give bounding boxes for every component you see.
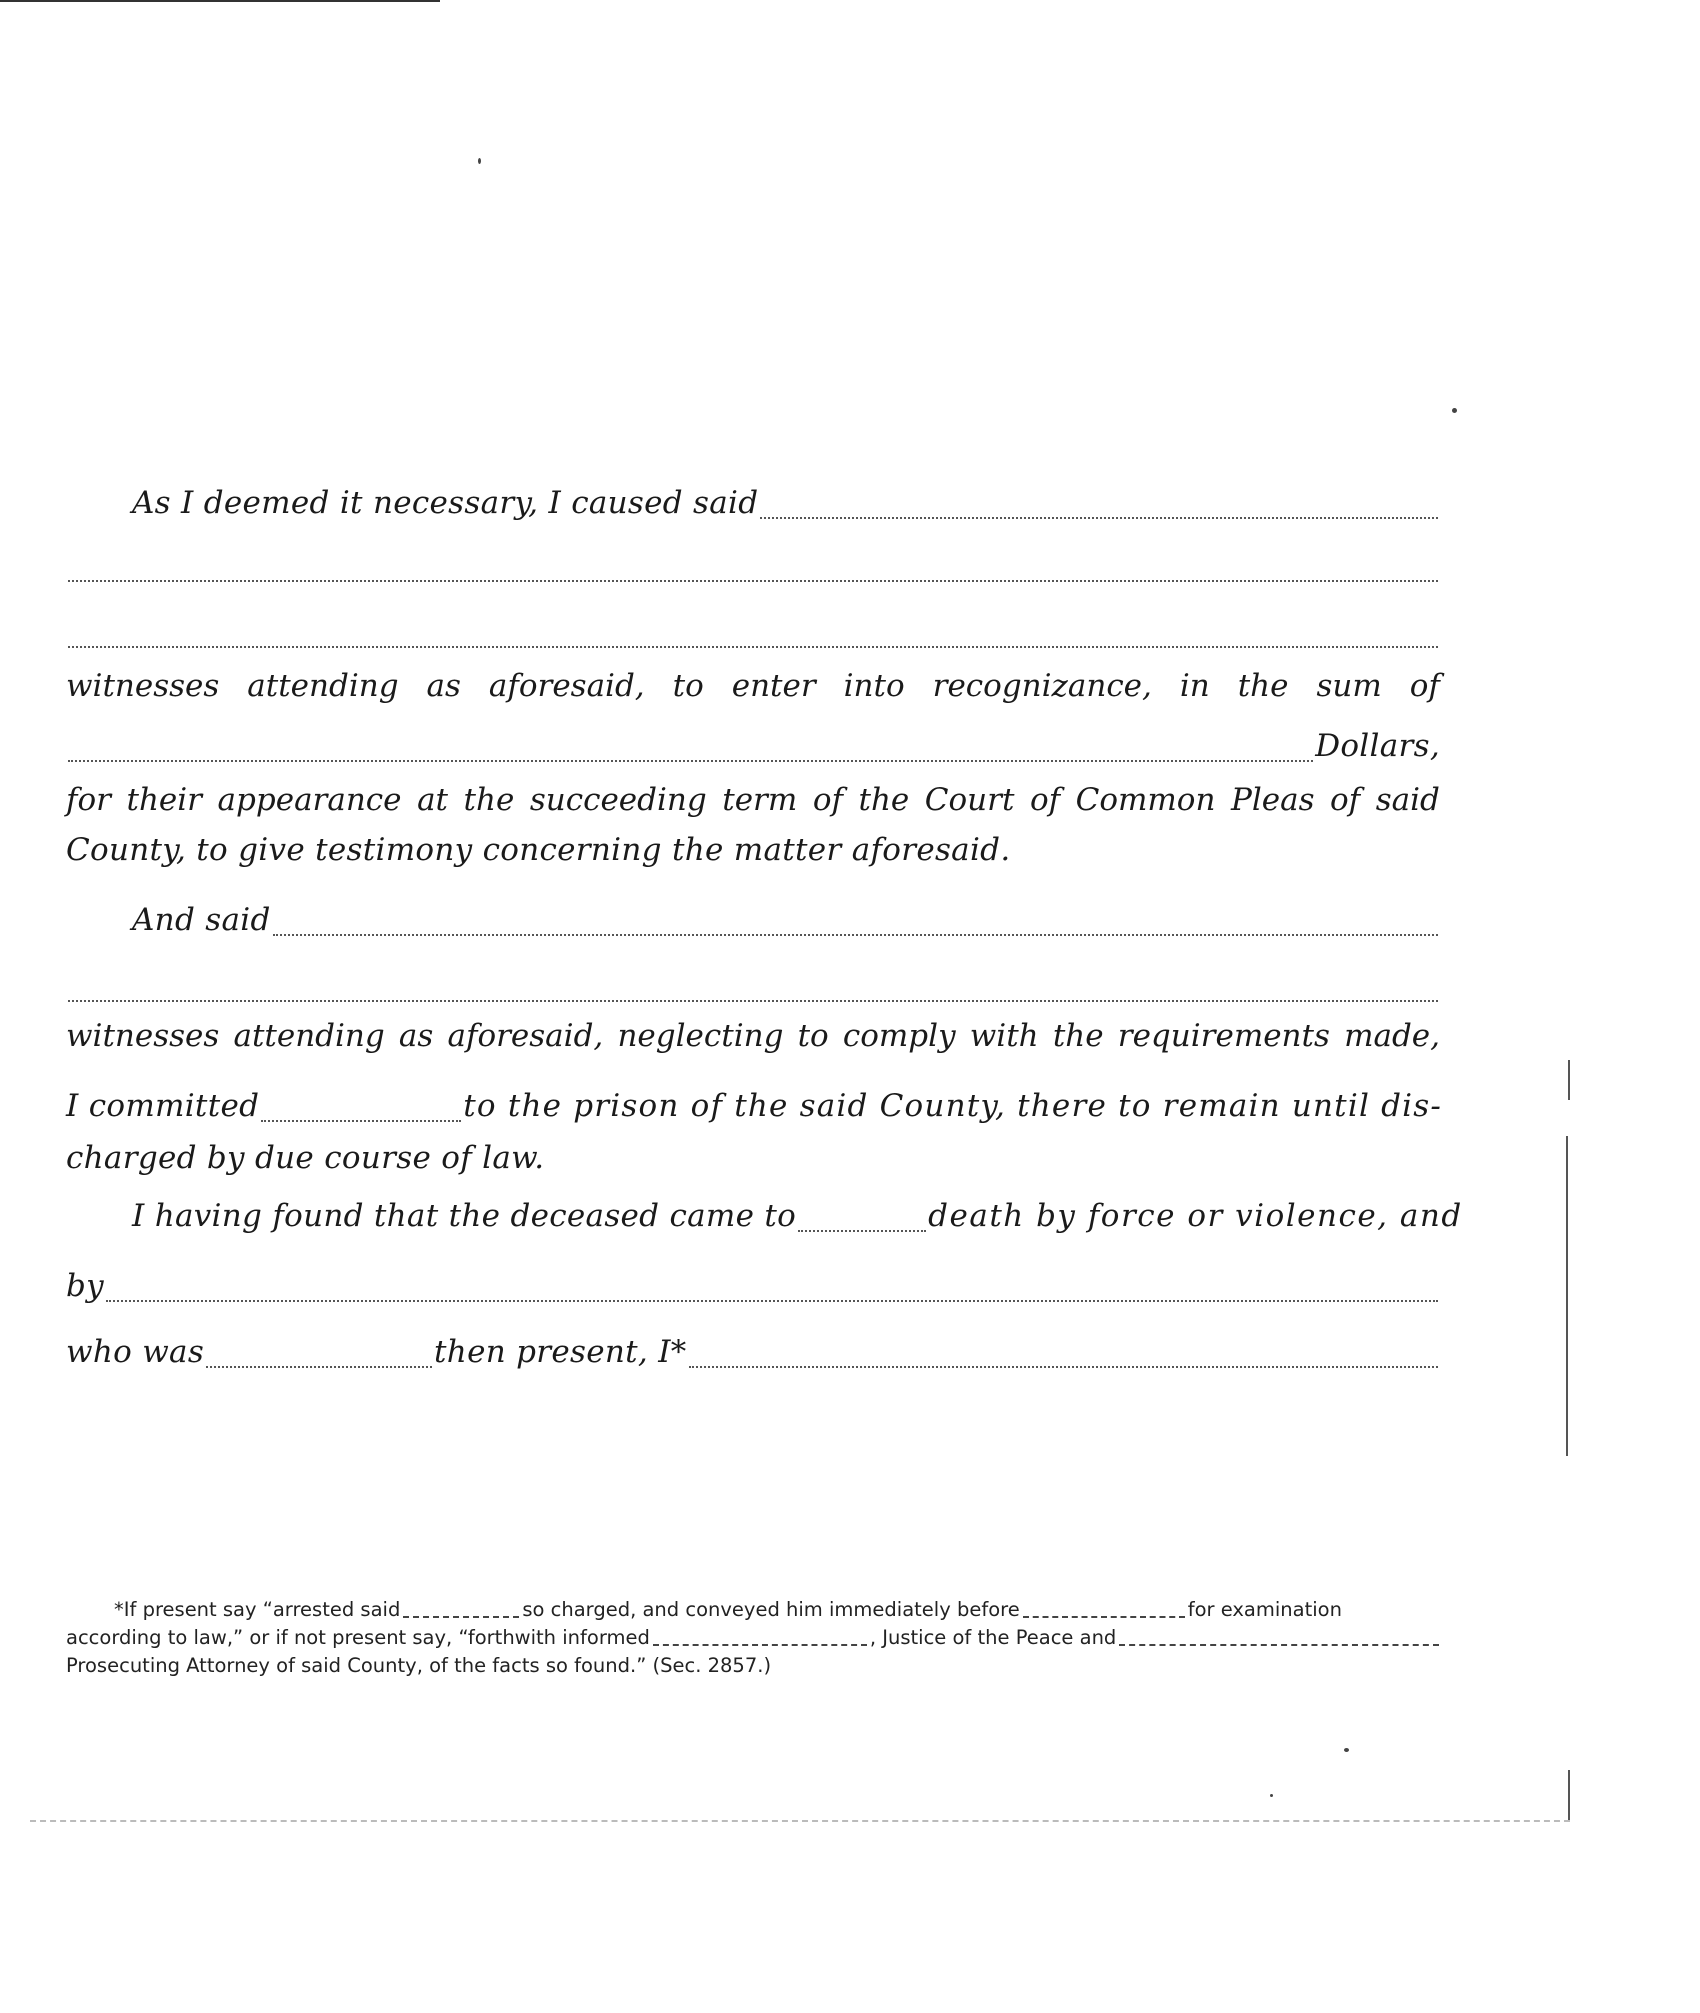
p3-line3-text-a: who was <box>66 1334 205 1370</box>
footnote-row1-c: for examination <box>1187 1598 1342 1621</box>
footnote-row2-b: , Justice of the Peace and <box>869 1626 1117 1649</box>
scan-speck <box>1270 1794 1273 1797</box>
p1-line3-blank[interactable] <box>68 646 1438 648</box>
p1-line1-blank[interactable] <box>760 517 1438 519</box>
footnote-row1 <box>66 1596 1442 1624</box>
footnote-blank-1[interactable] <box>403 1616 519 1618</box>
top-edge-rule <box>0 0 440 2</box>
p3-line3 <box>66 1334 1440 1378</box>
word: to <box>797 1018 829 1054</box>
word: of <box>1029 782 1061 818</box>
scan-edge-mark <box>1568 1770 1570 1820</box>
footnote-row1-b: so charged, and conveyed him immediately before <box>522 1598 1020 1621</box>
word: attending <box>247 668 399 704</box>
p3-line3-blank-a[interactable] <box>206 1366 432 1368</box>
word: witnesses <box>66 668 220 704</box>
footnote <box>66 1596 1442 1680</box>
footnote-row3 <box>66 1652 1442 1680</box>
footnote-row3-a: Prosecuting Attorney of said County, of the facts so found.” (Sec. 2857.) <box>66 1654 772 1677</box>
word: of <box>812 782 843 818</box>
word: as <box>426 668 461 704</box>
scan-edge-mark <box>1568 1060 1570 1100</box>
word: Pleas <box>1230 782 1315 818</box>
footnote-row2-a: according to law,” or if not present say, “forthwith informed <box>66 1626 650 1649</box>
word: recognizance, <box>932 668 1152 704</box>
word: in <box>1179 668 1210 704</box>
p3-line1-text-b: death by force or violence, and <box>928 1198 1463 1234</box>
word: made, <box>1344 1018 1440 1054</box>
p3-line1 <box>132 1198 1463 1242</box>
p1-line2 <box>66 548 1440 592</box>
word: into <box>843 668 905 704</box>
word: said <box>1375 782 1440 818</box>
word: sum <box>1316 668 1382 704</box>
p2-line1-text: And said <box>132 902 271 938</box>
word: aforesaid, <box>447 1018 604 1054</box>
scan-speck <box>1452 408 1457 413</box>
p2-line3 <box>66 1018 1440 1062</box>
word: as <box>398 1018 434 1054</box>
word: appearance <box>217 782 402 818</box>
word: Court <box>924 782 1015 818</box>
word: of <box>1409 668 1440 704</box>
p2-line5: charged by due course of law. <box>66 1140 545 1176</box>
word: to <box>672 668 704 704</box>
p3-line1-text-a: I having found that the deceased came to <box>132 1198 797 1234</box>
p3-line3-text-b: then present, I* <box>434 1334 687 1370</box>
word: with <box>969 1018 1039 1054</box>
p1-line5 <box>66 728 1440 772</box>
p1-line1-text: As I deemed it necessary, I caused said <box>132 485 759 521</box>
word: Common <box>1075 782 1216 818</box>
word: succeeding <box>529 782 707 818</box>
p3-line3-blank-b[interactable] <box>689 1366 1438 1368</box>
footnote-blank-2[interactable] <box>1023 1616 1185 1618</box>
word: for <box>66 782 111 818</box>
word: of <box>1330 782 1361 818</box>
word: neglecting <box>617 1018 784 1054</box>
footnote-row2 <box>66 1624 1442 1652</box>
p2-line2-blank[interactable] <box>68 1000 1438 1002</box>
scan-edge-mark <box>1566 1136 1568 1456</box>
word: requirements <box>1117 1018 1330 1054</box>
word: their <box>126 782 203 818</box>
p1-line1 <box>132 485 1440 529</box>
p1-line6 <box>66 782 1440 826</box>
p2-line2 <box>66 968 1440 1012</box>
scan-speck <box>478 158 481 164</box>
p1-line5-blank[interactable] <box>68 760 1313 762</box>
word: comply <box>842 1018 956 1054</box>
word: term <box>722 782 798 818</box>
p1-line2-blank[interactable] <box>68 580 1438 582</box>
footnote-blank-4[interactable] <box>1119 1644 1439 1646</box>
word: the <box>463 782 515 818</box>
p1-line3 <box>66 614 1440 658</box>
p2-line4 <box>66 1088 1443 1132</box>
p2-line4-text-b: to the prison of the said County, there to remain until dis- <box>463 1088 1443 1124</box>
word: aforesaid, <box>488 668 645 704</box>
footnote-row1-a: *If present say “arrested said <box>114 1598 401 1621</box>
p1-line4 <box>66 668 1440 712</box>
word: enter <box>731 668 816 704</box>
p2-line1-blank[interactable] <box>273 934 1438 936</box>
p3-line2-text: by <box>66 1268 104 1304</box>
p3-line2 <box>66 1268 1440 1312</box>
scan-bottom-noise <box>30 1820 1570 1822</box>
p1-line7: County, to give testimony concerning the matter aforesaid. <box>66 832 1011 868</box>
word: at <box>417 782 449 818</box>
footnote-blank-3[interactable] <box>653 1644 867 1646</box>
word: the <box>1237 668 1289 704</box>
word: the <box>858 782 910 818</box>
word: attending <box>233 1018 385 1054</box>
p3-line1-blank[interactable] <box>798 1230 926 1232</box>
p2-line1 <box>132 902 1440 946</box>
p1-line5-text: Dollars, <box>1315 728 1440 764</box>
word: witnesses <box>66 1018 220 1054</box>
scan-speck <box>1344 1748 1349 1752</box>
p2-line4-text-a: I committed <box>66 1088 260 1124</box>
p3-line2-blank[interactable] <box>106 1300 1438 1302</box>
p2-line4-blank[interactable] <box>261 1120 461 1122</box>
word: the <box>1052 1018 1104 1054</box>
